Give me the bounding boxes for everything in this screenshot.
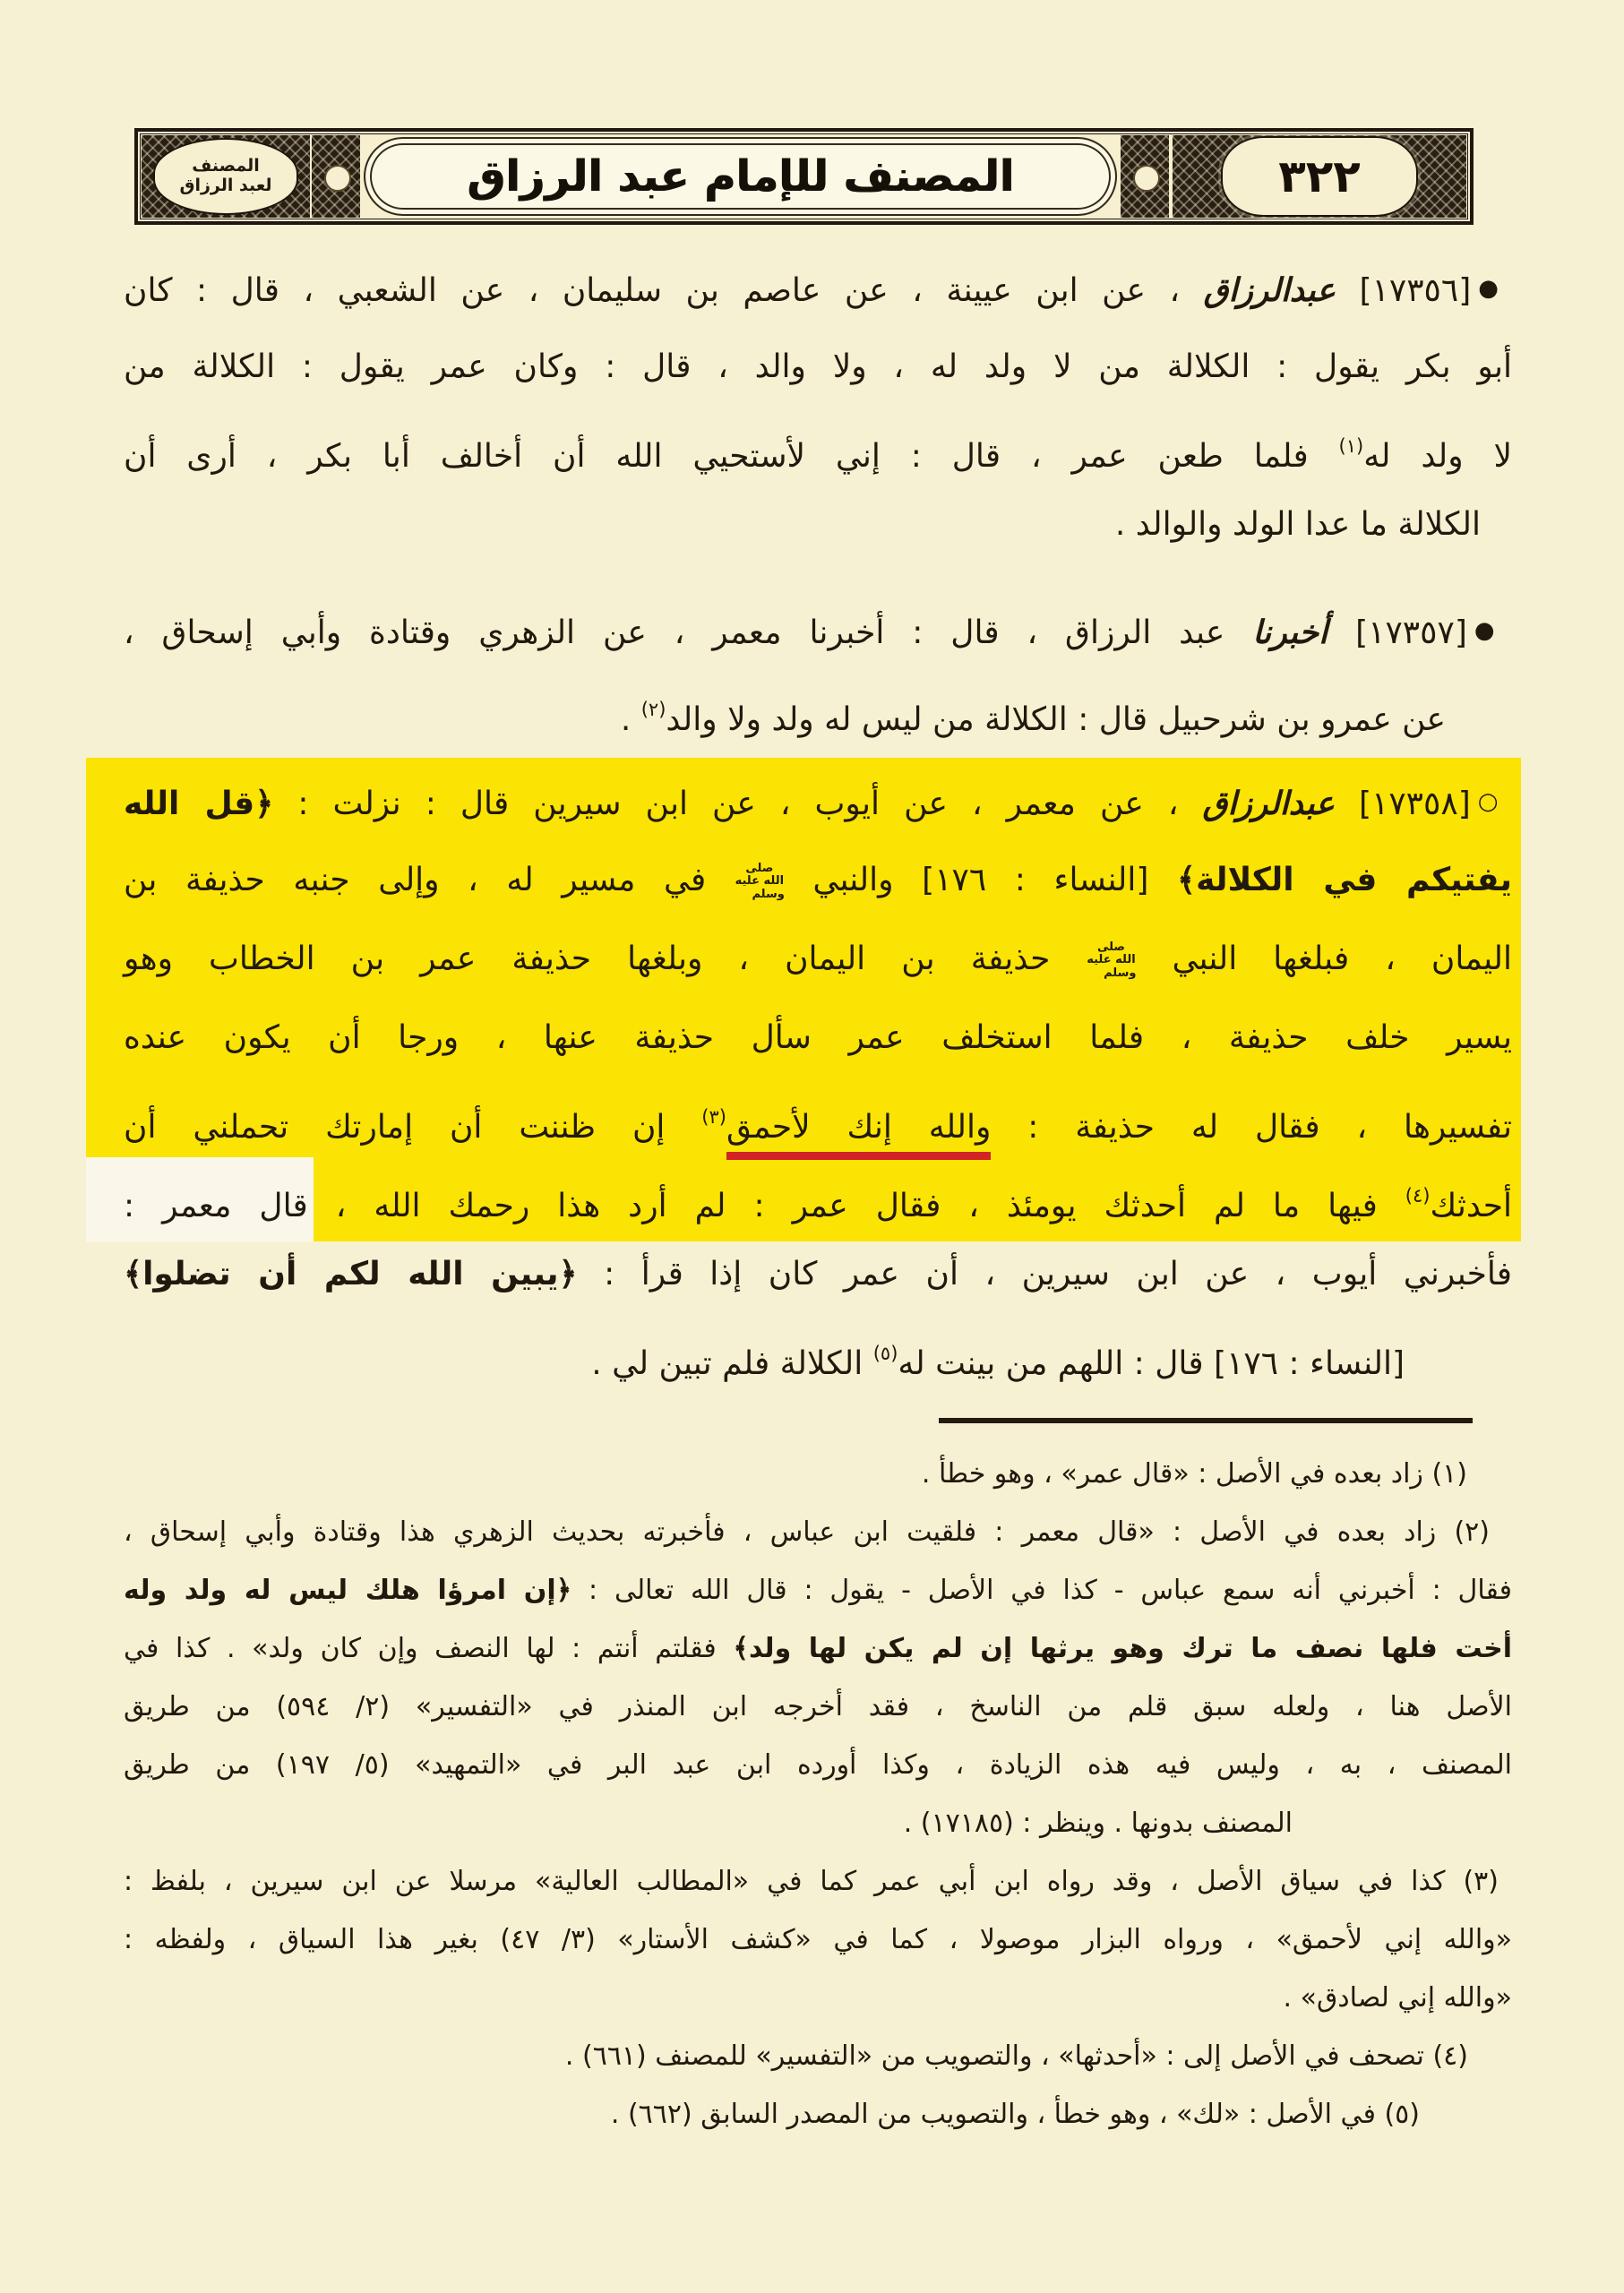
hadith-number: [١٧٣٥٧] [1328,614,1467,651]
text-segment: [النساء : ١٧٦] قال : اللهم من بينت له [898,1345,1405,1382]
salawat-symbol: صلى الله عليه وسلم [1087,940,1137,980]
publisher-seal [153,138,298,215]
text-line [124,670,1512,749]
text-segment: يسير خلف حذيفة ، فلما استخلف عمر سأل حذيفة عنها ، ورجا أن يكون عنده [124,1019,1512,1056]
quran-quote: ﴿يبين الله لكم أن تضلوا﴾ [124,1256,578,1292]
text-line [124,328,1512,407]
text-line [124,841,1512,920]
quran-quote: يفتيكم في الكلالة﴾ [1177,862,1512,898]
seal-text-line2: لعبد الرزاق [179,176,272,195]
hadith-17358 [124,762,1512,1393]
text-segment: . [620,701,641,738]
text-segment: أحدثك [1430,1188,1512,1224]
text-line [124,2027,1512,2085]
text-segment: فقلتم أنتم : لها النصف وإن كان ولد» . كذا في [124,1633,734,1664]
text-line [124,1235,1512,1314]
footnote-ref: (٢) [640,699,666,720]
text-line [124,1678,1512,1736]
hadith-number: [١٧٣٥٨] [1334,786,1471,822]
footnote-ref: (٣) [701,1106,726,1128]
banner-title-panel [364,137,1117,216]
text-segment: أبو بكر يقول : الكلالة من لا ولد له ، ولا والد ، قال : وكان عمر يقول : الكلالة من [124,348,1512,385]
text-line [124,1561,1512,1619]
text-segment: تفسيرها ، فقال له حذيفة : [991,1109,1512,1146]
hadith-bullet-icon: ○ [1477,788,1512,815]
text-segment: فيها ما لم أحدثك يومئذ ، فقال عمر : لم أرد هذا رحمك الله ، قال معمر : [124,1188,1405,1224]
text-segment: المصنف بدونها . وينظر : (١٧١٨٥) . [903,1808,1293,1839]
narrator-name: عبدالرزاق [1203,272,1336,309]
header-banner [134,128,1474,225]
text-line [124,1969,1512,2027]
text-segment: لا ولد له [1363,438,1512,475]
quran-quote: أخت فلها نصف ما ترك وهو يرثها إن لم يكن لها ولد﴾ [733,1633,1512,1664]
text-line [124,591,1512,670]
footnote-ref: (١) [1338,435,1364,457]
text-line [124,1911,1512,1969]
seal-text-line1: المصنف [192,156,260,176]
text-segment: «والله إني لصادق» . [1283,1982,1512,2014]
banner-ornament-column [1121,135,1169,218]
text-line [124,999,1512,1078]
text-line [124,249,1512,328]
text-segment: (١) زاد بعده في الأصل : «قال عمر» ، وهو خطأ . [921,1458,1467,1490]
salawat-symbol: صلى الله عليه وسلم [735,861,785,901]
text-segment: المصنف ، به ، وليس فيه هذه الزيادة ، وكذا أورده ابن عبد البر في «التمهيد» (٥/ ١٩٧) من طريق [124,1749,1512,1781]
body-text [124,249,1512,1393]
text-segment: ، عن معمر ، عن أيوب ، عن ابن سيرين قال : نزلت : [273,786,1203,822]
book-title: المصنف للإمام عبد الرزاق [467,151,1014,202]
text-segment: (٤) تصحف في الأصل إلى : «أحدثها» ، والتصويب من «التفسير» للمصنف (٦٦١) . [564,2040,1468,2072]
text-segment: عن عمرو بن شرحبيل قال : الكلالة من ليس له ولد ولا والد [666,701,1446,738]
text-segment: حذيفة بن اليمان ، وبلغها حذيفة عمر بن الخطاب وهو [124,940,1087,977]
banner-left-ornament [142,135,310,218]
text-line [124,762,1512,841]
quran-quote: ﴿إن امرؤا هلك ليس له ولد وله [124,1575,572,1606]
hadith-number: [١٧٣٥٦] [1336,272,1472,309]
text-line [124,1314,1512,1393]
quran-quote: ﴿قل الله [124,786,274,822]
text-line [124,1619,1512,1678]
text-segment: الكلالة فلم تبين لي . [591,1345,873,1382]
text-segment: اليمان ، فبلغها النبي [1136,940,1512,977]
text-segment: الكلالة ما عدا الولد والوالد . [1114,506,1481,543]
banner-ornament-column [312,135,360,218]
text-segment: (٥) في الأصل : «لك» ، وهو خطأ ، والتصويب من المصدر السابق (٦٦٢) . [610,2099,1420,2130]
text-segment: عبد الرزاق ، قال : أخبرنا معمر ، عن الزهري وقتادة وأبي إسحاق ، [124,614,1253,651]
text-segment: فلما طعن عمر ، قال : إني لأستحيي الله أن أخالف أبا بكر ، أرى أن [124,438,1339,475]
text-segment: [النساء : ١٧٦] والنبي [784,862,1178,898]
text-line [124,1078,1512,1156]
hadith-17357 [124,591,1512,749]
text-line [124,2085,1512,2143]
text-segment: الأصل هنا ، ولعله سبق قلم من الناسخ ، فقد أخرجه ابن المنذر في «التفسير» (٢/ ٥٩٤) من طريق [124,1691,1512,1722]
footnotes [124,1445,1512,2143]
text-line [124,1156,1512,1235]
footnote-ref: (٤) [1405,1185,1431,1207]
hadith-bullet-icon: ● [1474,617,1512,644]
narrator-name: عبدالرزاق [1202,786,1335,822]
hadith-bullet-icon: ● [1478,275,1512,302]
text-segment: «والله إني لأحمق» ، ورواه البزار موصولا ، كما في «كشف الأستار» (٣/ ٤٧) بغير هذا السياق ، ولفظه : [124,1924,1512,1955]
text-line [124,920,1512,999]
page-number-cartouche [1221,136,1418,217]
text-line [124,1503,1512,1561]
text-segment: فأخبرني أيوب ، عن ابن سيرين ، أن عمر كان إذا قرأ : [577,1256,1512,1292]
page-number: ٣٢٢ [1278,150,1361,202]
footnote-ref: (٥) [872,1343,898,1364]
text-segment: فقال : أخبرني أنه سمع عباس - كذا في الأصل - يقول : قال الله تعالى : [571,1575,1512,1606]
text-line [124,1852,1512,1911]
text-segment: (٢) زاد بعده في الأصل : «قال معمر : فلقيت ابن عباس ، فأخبرته بحديث الزهري هذا وقتادة وأبي إسحاق ، [124,1516,1490,1548]
text-line [124,485,1512,564]
text-line [124,407,1512,485]
footnote-separator [939,1418,1473,1423]
narrator-name: أخبرنا [1252,614,1328,651]
banner-right-ornament [1173,135,1466,218]
red-underlined-phrase: والله إنك لأحمق [726,1109,991,1160]
text-segment: في مسير له ، وإلى جنبه حذيفة بن [124,862,735,898]
text-line [124,1445,1512,1503]
text-line [124,1736,1512,1794]
text-line [124,1794,1512,1852]
text-segment: (٣) كذا في سياق الأصل ، وقد رواه ابن أبي عمر كما في «المطالب العالية» مرسلا عن ابن سيرين ، بلفظ : [124,1866,1499,1897]
text-segment: ، عن ابن عيينة ، عن عاصم بن سليمان ، عن الشعبي ، قال : كان [124,272,1204,309]
hadith-17356 [124,249,1512,564]
text-segment: إن ظننت أن إمارتك تحملني أن [124,1109,702,1146]
